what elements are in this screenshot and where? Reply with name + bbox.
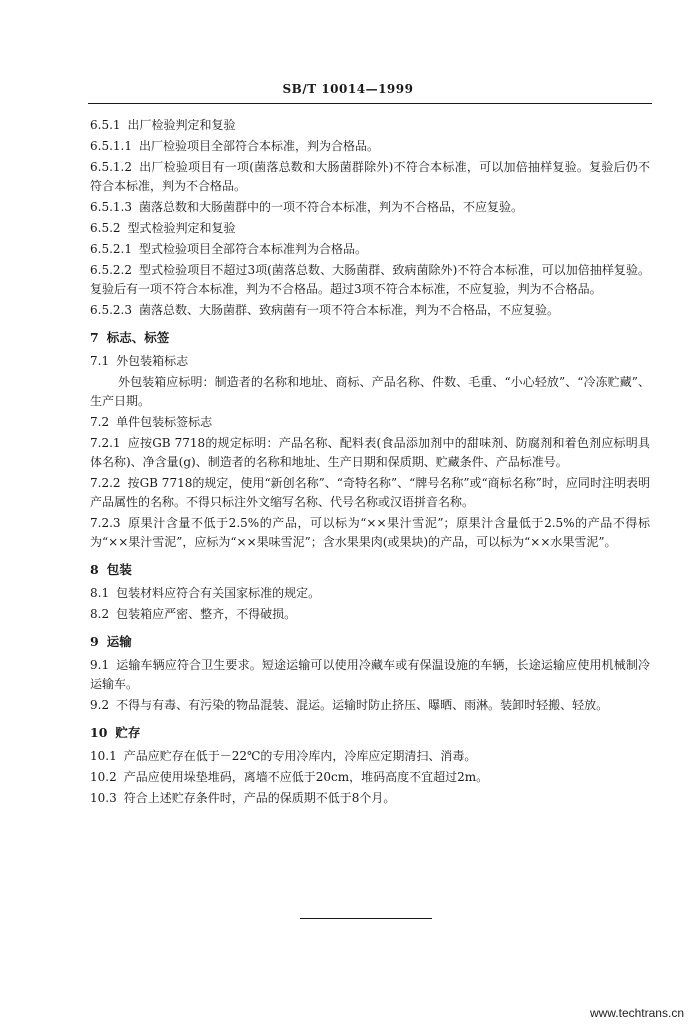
clause-text: 符合上述贮存条件时，产品的保质期不低于8个月。 xyxy=(123,791,396,805)
clause-9-1 xyxy=(90,656,650,694)
section-number: 8 xyxy=(90,562,99,577)
standard-number-header: SB/T 10014—1999 xyxy=(282,82,414,96)
section-title: 运输 xyxy=(106,634,132,649)
section-10-heading xyxy=(90,723,650,742)
section-8-heading xyxy=(90,560,650,579)
clause-text: 运输车辆应符合卫生要求。短途运输可以使用冷藏车或有保温设施的车辆，长途运输应使用机械制冷运输车。 xyxy=(90,658,650,691)
clause-text: 出厂检验项目全部符合本标准，判为合格品。 xyxy=(138,139,379,153)
clause-text: 出厂检验项目有一项(菌落总数和大肠菌群除外)不符合本标准，可以加倍抽样复验。复验后仍不符合本标准，判为不合格品。 xyxy=(90,160,650,193)
section-number: 7 xyxy=(90,330,99,345)
clause-8-1 xyxy=(90,584,650,603)
clause-6-5-1-3 xyxy=(90,198,650,217)
clause-number: 10.1 xyxy=(90,749,117,763)
section-title: 包装 xyxy=(106,562,132,577)
clause-number: 8.1 xyxy=(90,586,110,600)
clause-number: 10.3 xyxy=(90,791,117,805)
document-body xyxy=(90,116,650,810)
clause-number: 6.5.2.2 xyxy=(90,263,132,277)
clause-10-3 xyxy=(90,789,650,808)
clause-number: 7.2.3 xyxy=(90,516,121,530)
clause-9-2 xyxy=(90,696,650,715)
clause-text: 包装箱应严密、整齐，不得破损。 xyxy=(116,607,297,621)
clause-text: 型式检验项目全部符合本标准判为合格品。 xyxy=(138,242,367,256)
clause-6-5-2-1 xyxy=(90,240,650,259)
section-7-heading xyxy=(90,328,650,347)
clause-text: 不得与有毒、有污染的物品混装、混运。运输时防止挤压、曝晒、雨淋。装卸时轻搬、轻放。 xyxy=(116,698,609,712)
clause-number: 6.5.2 xyxy=(90,221,121,235)
clause-number: 7.2 xyxy=(90,415,110,429)
clause-text: 菌落总数和大肠菌群中的一项不符合本标准，判为不合格品，不应复验。 xyxy=(138,200,523,214)
clause-7-1 xyxy=(90,352,650,371)
clause-text: 型式检验判定和复验 xyxy=(127,221,236,235)
clause-number: 9.1 xyxy=(90,658,110,672)
clause-text: 型式检验项目不超过3项(菌落总数、大肠菌群、致病菌除外)不符合本标准，可以加倍抽样复验。复验后有一项不符合本标准，判为不合格品。超过3项不符合本标准，不应复验，判为不合格品。 xyxy=(90,263,650,296)
clause-text: 按GB 7718的规定，使用“新创名称”、“奇特名称”、“牌号名称”或“商标名称”时，应同时注明表明产品属性的名称。不得只标注外文缩写名称、代号名称或汉语拼音名称。 xyxy=(90,476,650,509)
clause-text: 包装材料应符合有关国家标准的规定。 xyxy=(116,586,321,600)
clause-number: 6.5.2.1 xyxy=(90,242,132,256)
clause-7-2 xyxy=(90,413,650,432)
clause-text: 产品应使用垛垫堆码，离墙不应低于20cm，堆码高度不宜超过2m。 xyxy=(123,770,489,784)
clause-number: 9.2 xyxy=(90,698,110,712)
clause-text: 产品应贮存在低于－22℃的专用冷库内，冷库应定期清扫、消毒。 xyxy=(123,749,477,763)
clause-6-5-2 xyxy=(90,219,650,238)
section-number: 10 xyxy=(90,725,108,740)
clause-7-2-3 xyxy=(90,514,650,552)
clause-7-2-2 xyxy=(90,474,650,512)
end-of-document-rule xyxy=(300,918,432,919)
clause-number: 7.2.1 xyxy=(90,436,121,450)
header-divider xyxy=(88,103,652,104)
clause-7-1-body: 外包装箱应标明：制造者的名称和地址、商标、产品名称、件数、毛重、“小心轻放”、“冷冻贮藏”、生产日期。 xyxy=(90,375,650,408)
clause-number: 7.2.2 xyxy=(90,476,121,490)
clause-text: 菌落总数、大肠菌群、致病菌有一项不符合本标准，判为不合格品，不应复验。 xyxy=(138,303,559,317)
clause-text: 外包装箱标志 xyxy=(116,354,189,368)
clause-text: 单件包装标签标志 xyxy=(116,415,213,429)
clause-number: 6.5.1.1 xyxy=(90,139,132,153)
clause-number: 8.2 xyxy=(90,607,110,621)
clause-6-5-2-2 xyxy=(90,261,650,299)
clause-7-2-1 xyxy=(90,434,650,472)
clause-6-5-2-3 xyxy=(90,301,650,320)
clause-6-5-1-1 xyxy=(90,137,650,156)
section-9-heading xyxy=(90,632,650,651)
clause-10-1 xyxy=(90,747,650,766)
clause-number: 7.1 xyxy=(90,354,110,368)
clause-text: 出厂检验判定和复验 xyxy=(127,118,236,132)
section-number: 9 xyxy=(90,634,99,649)
clause-number: 10.2 xyxy=(90,770,117,784)
section-title: 标志、标签 xyxy=(106,330,170,345)
clause-6-5-1-2 xyxy=(90,158,650,196)
watermark-url: www.techtrans.cn xyxy=(589,1006,684,1020)
section-title: 贮存 xyxy=(115,725,141,740)
clause-10-2 xyxy=(90,768,650,787)
clause-text: 原果汁含量不低于2.5%的产品，可以标为“××果汁雪泥”；原果汁含量低于2.5%的产品不得标为“××果汁雪泥”，应标为“××果味雪泥”；含水果果肉(或果块)的产品，可以标为“××水果雪泥”。 xyxy=(90,516,650,549)
clause-8-2 xyxy=(90,605,650,624)
clause-text: 应按GB 7718的规定标明：产品名称、配料表(食品添加剂中的甜味剂、防腐剂和着色剂应标明具体名称)、净含量(g)、制造者的名称和地址、生产日期和保质期、贮藏条件、产品标准号。 xyxy=(90,436,650,469)
clause-6-5-1 xyxy=(90,116,650,135)
clause-number: 6.5.1.2 xyxy=(90,160,132,174)
clause-number: 6.5.1 xyxy=(90,118,121,132)
clause-number: 6.5.2.3 xyxy=(90,303,132,317)
clause-number: 6.5.1.3 xyxy=(90,200,132,214)
